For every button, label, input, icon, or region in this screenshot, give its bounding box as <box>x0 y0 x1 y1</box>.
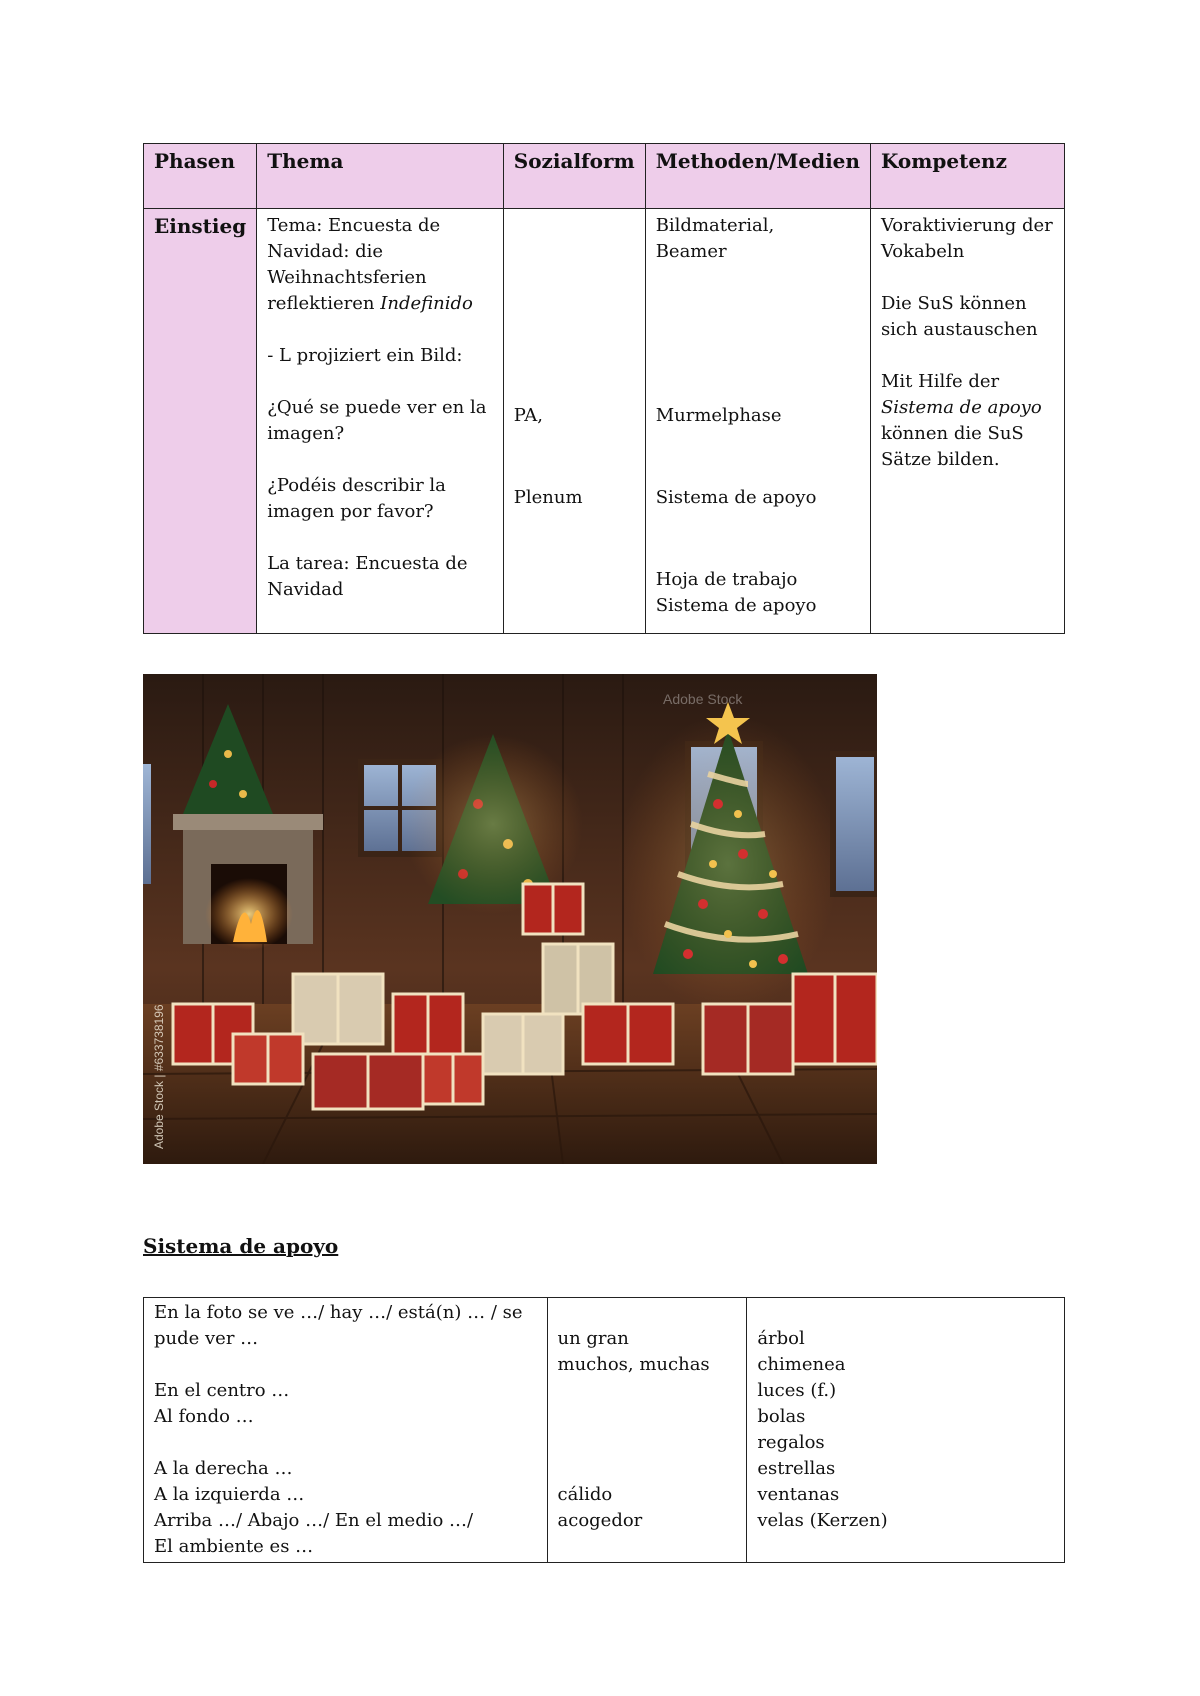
thema-question-1: ¿Qué se puede ver en la imagen? <box>267 397 487 444</box>
header-kompetenz: Kompetenz <box>870 144 1064 209</box>
methoden-hoja: Hoja de trabajo Sistema de apoyo <box>655 569 817 616</box>
sozialform-cell <box>503 209 645 634</box>
header-sozialform: Sozialform <box>503 144 645 209</box>
thema-cell <box>257 209 504 634</box>
kompetenz-sus: Die SuS können sich austauschen <box>880 293 1038 340</box>
kompetenz-mit-hilfe: Mit Hilfe der Sistema de apoyo können die SuS Sätze bilden. <box>880 371 1042 470</box>
thema-l-projiziert: - L projiziert ein Bild: <box>267 345 463 366</box>
thema-question-2: ¿Podéis describir la imagen por favor? <box>267 475 446 522</box>
header-thema: Thema <box>257 144 504 209</box>
phase-cell: Einstieg <box>144 209 257 634</box>
watermark-side: Adobe Stock | #633738196 <box>152 1004 166 1149</box>
support-adjectives-cell: un gran muchos, muchas cálido acogedor <box>547 1298 747 1563</box>
christmas-room-image <box>143 674 877 1164</box>
table-header-row <box>144 144 1065 209</box>
methoden-murmelphase: Murmelphase <box>655 405 782 426</box>
watermark-center: Adobe Stock <box>663 691 743 707</box>
support-nouns-cell: árbol chimenea luces (f.) bolas regalos estrellas ventanas velas (Kerzen) <box>747 1298 1065 1563</box>
lesson-plan-table <box>143 143 1065 634</box>
header-methoden-medien: Methoden/Medien <box>645 144 870 209</box>
support-heading: Sistema de apoyo <box>143 1234 339 1258</box>
sozialform-plenum: Plenum <box>513 487 583 508</box>
methoden-cell <box>645 209 870 634</box>
support-table <box>143 1297 1065 1563</box>
kompetenz-cell <box>870 209 1064 634</box>
table-row <box>144 209 1065 634</box>
support-phrases-cell: En la foto se ve …/ hay …/ está(n) … / se pude ver … En el centro … Al fondo … A la derecha … A la izquierda … Arriba …/ Abajo …/ En el medio …/ El ambiente es … <box>144 1298 548 1563</box>
kompetenz-voraktivierung: Voraktivierung der Vokabeln <box>880 215 1053 262</box>
methoden-bildmaterial: Bildmaterial, Beamer <box>655 215 775 262</box>
header-phasen: Phasen <box>144 144 257 209</box>
sozialform-pa: PA, <box>513 405 543 426</box>
thema-tarea: La tarea: Encuesta de Navidad <box>267 553 468 600</box>
thema-tema: Tema: Encuesta de Navidad: die Weihnachtsferien reflektieren Indefinido <box>267 215 473 314</box>
methoden-sistema: Sistema de apoyo <box>655 487 817 508</box>
table-row <box>144 1298 1065 1563</box>
thema-indefinido: Indefinido <box>380 293 473 314</box>
kompetenz-sistema-de-apoyo: Sistema de apoyo <box>880 397 1042 418</box>
